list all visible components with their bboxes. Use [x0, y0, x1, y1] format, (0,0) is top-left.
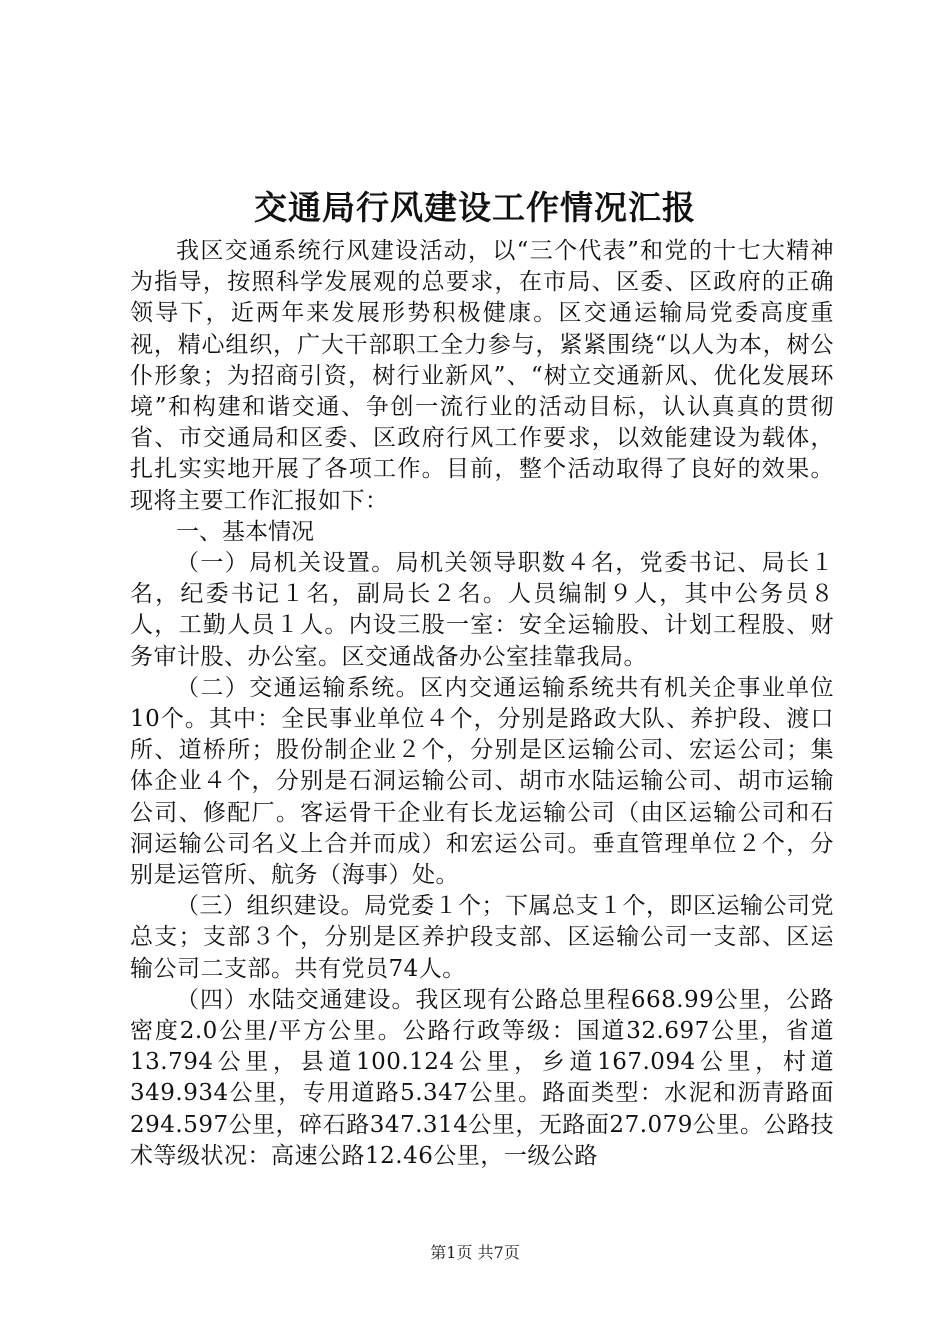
page-title: 交通局行风建设工作情况汇报: [254, 188, 696, 227]
page-number: 第1页: [430, 1243, 473, 1262]
page-total: 共7页: [477, 1243, 520, 1262]
document-body: [130, 236, 834, 1172]
paragraph-bureau-setup: （一）局机关设置。局机关领导职数４名，党委书记、局长１名，纪委书记１名，副局长２名。人员编制９人，其中公务员８人，工勤人员１人。内设三股一室：安全运输股、计划工程股、财务审计股、办公室。区交通战备办公室挂靠我局。: [130, 550, 834, 670]
paragraph-transport-system: （二）交通运输系统。区内交通运输系统共有机关企事业单位10个。其中：全民事业单位４个，分别是路政大队、养护段、渡口所、道桥所；股份制企业２个，分别是区运输公司、宏运公司；集体企业４个，分别是石洞运输公司、胡市水陆运输公司、胡市运输公司、修配厂。客运骨干企业有长龙运输公司（由区运输公司和石洞运输公司名义上合并而成）和宏运公司。垂直管理单位２个，分别是运管所、航务（海事）处。: [130, 674, 834, 889]
page-footer: [0, 1242, 950, 1264]
section-heading-basic-situation: 一、基本情况: [176, 518, 314, 545]
paragraph-road-construction: （四）水陆交通建设。我区现有公路总里程668.99公里，公路密度2.0公里/平方公里。公路行政等级：国道32.697公里，省道13.794公里，县道100.124公里，乡道167.094公里，村道349.934公里，专用道路5.347公里。路面类型：水泥和沥青路面294.597公里，碎石路347.314公里，无路面27.079公里。公路技术等级状况：高速公路12.46公里，一级公路: [130, 986, 834, 1169]
intro-paragraph: 我区交通系统行风建设活动，以“三个代表”和党的十七大精神为指导，按照科学发展观的总要求，在市局、区委、区政府的正确领导下，近两年来发展形势积极健康。区交通运输局党委高度重视，精心组织，广大干部职工全力参与，紧紧围绕“以人为本，树公仆形象；为招商引资，树行业新风”、“树立交通新风、优化发展环境”和构建和谐交通、争创一流行业的活动目标，认认真真的贯彻省、市交通局和区委、区政府行风工作要求，以效能建设为载体，扎扎实实地开展了各项工作。目前，整个活动取得了良好的效果。现将主要工作汇报如下：: [130, 238, 834, 514]
paragraph-organization: （三）组织建设。局党委１个；下属总支１个，即区运输公司党总支；支部３个，分别是区养护段支部、区运输公司一支部、区运输公司二支部。共有党员74人。: [130, 893, 834, 982]
